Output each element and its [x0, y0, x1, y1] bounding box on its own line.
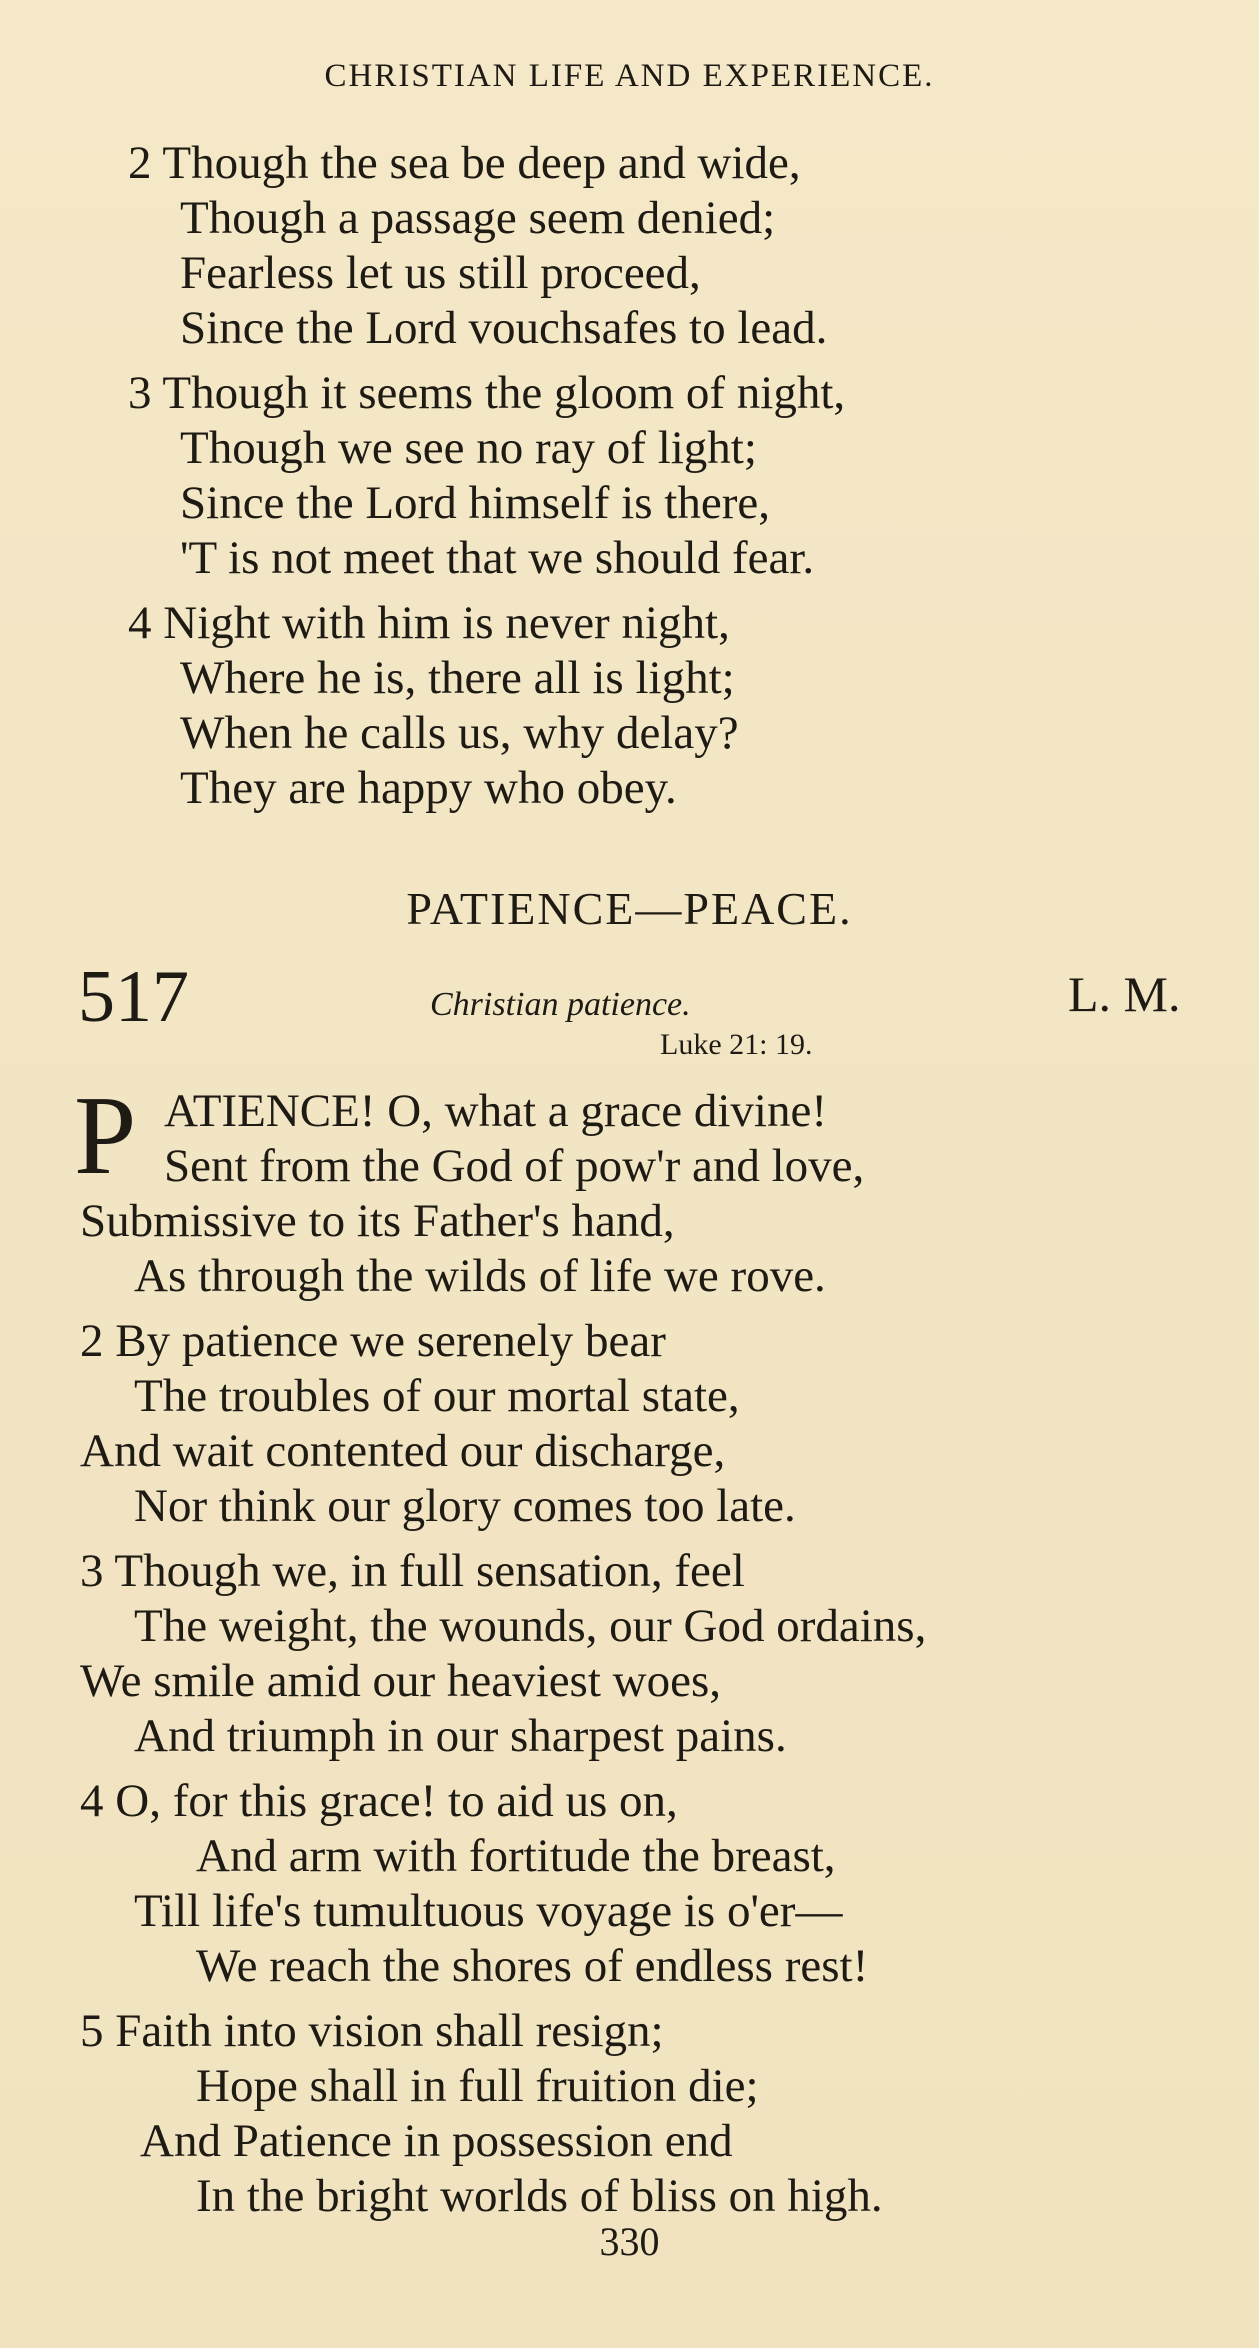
stanza-line: Though we see no ray of light;: [180, 422, 757, 474]
stanza-line: 3 Though it seems the gloom of night,: [128, 367, 846, 419]
stanza-line: And arm with fortitude the breast,: [196, 1830, 836, 1882]
stanza-line: Fearless let us still proceed,: [180, 247, 701, 299]
stanza-line: When he calls us, why delay?: [180, 707, 739, 759]
stanza-line: The weight, the wounds, our God ordains,: [134, 1600, 927, 1652]
section-title: PATIENCE—PEACE.: [406, 883, 853, 934]
stanza-line: And Patience in possession end: [140, 2115, 733, 2167]
running-head: CHRISTIAN LIFE AND EXPERIENCE.: [324, 58, 935, 94]
stanza-line: 3 Though we, in full sensation, feel: [80, 1545, 745, 1597]
stanza-line: We smile amid our heaviest woes,: [80, 1655, 721, 1707]
page-number: 330: [599, 2219, 660, 2264]
stanza-line: Submissive to its Father's hand,: [80, 1195, 675, 1247]
stanza-line: 4 O, for this grace! to aid us on,: [80, 1775, 678, 1827]
stanza-line: Where he is, there all is light;: [180, 652, 735, 704]
stanza-line: 2 Though the sea be deep and wide,: [128, 137, 801, 189]
hymn-title: Christian patience.: [430, 986, 691, 1023]
hymn-number: 517: [78, 956, 189, 1038]
stanza-line: Nor think our glory comes too late.: [134, 1480, 796, 1532]
stanza-line: Till life's tumultuous voyage is o'er—: [134, 1885, 843, 1937]
stanza-line: 'T is not meet that we should fear.: [180, 532, 815, 584]
scripture-reference: Luke 21: 19.: [660, 1028, 813, 1061]
hymn-meter: L. M.: [1068, 966, 1181, 1022]
stanza-line: Since the Lord himself is there,: [180, 477, 770, 529]
stanza-line: Though a passage seem denied;: [180, 192, 776, 244]
stanza-line: And wait contented our discharge,: [80, 1425, 726, 1477]
drop-cap: P: [74, 1074, 137, 1198]
stanza-line: As through the wilds of life we rove.: [134, 1250, 826, 1302]
stanza-line: ATIENCE! O, what a grace divine!: [164, 1085, 827, 1137]
stanza-line: Hope shall in full fruition die;: [196, 2060, 759, 2112]
stanza-line: 5 Faith into vision shall resign;: [80, 2005, 664, 2057]
stanza-line: And triumph in our sharpest pains.: [134, 1710, 787, 1762]
stanza-line: 4 Night with him is never night,: [128, 597, 730, 649]
stanza-line: They are happy who obey.: [180, 762, 677, 814]
stanza-line: Sent from the God of pow'r and love,: [164, 1140, 865, 1192]
stanza-line: We reach the shores of endless rest!: [196, 1940, 869, 1992]
stanza-line: 2 By patience we serenely bear: [80, 1315, 666, 1367]
stanza-line: The troubles of our mortal state,: [134, 1370, 740, 1422]
stanza-line: Since the Lord vouchsafes to lead.: [180, 302, 828, 354]
stanza-line: In the bright worlds of bliss on high.: [196, 2170, 883, 2222]
